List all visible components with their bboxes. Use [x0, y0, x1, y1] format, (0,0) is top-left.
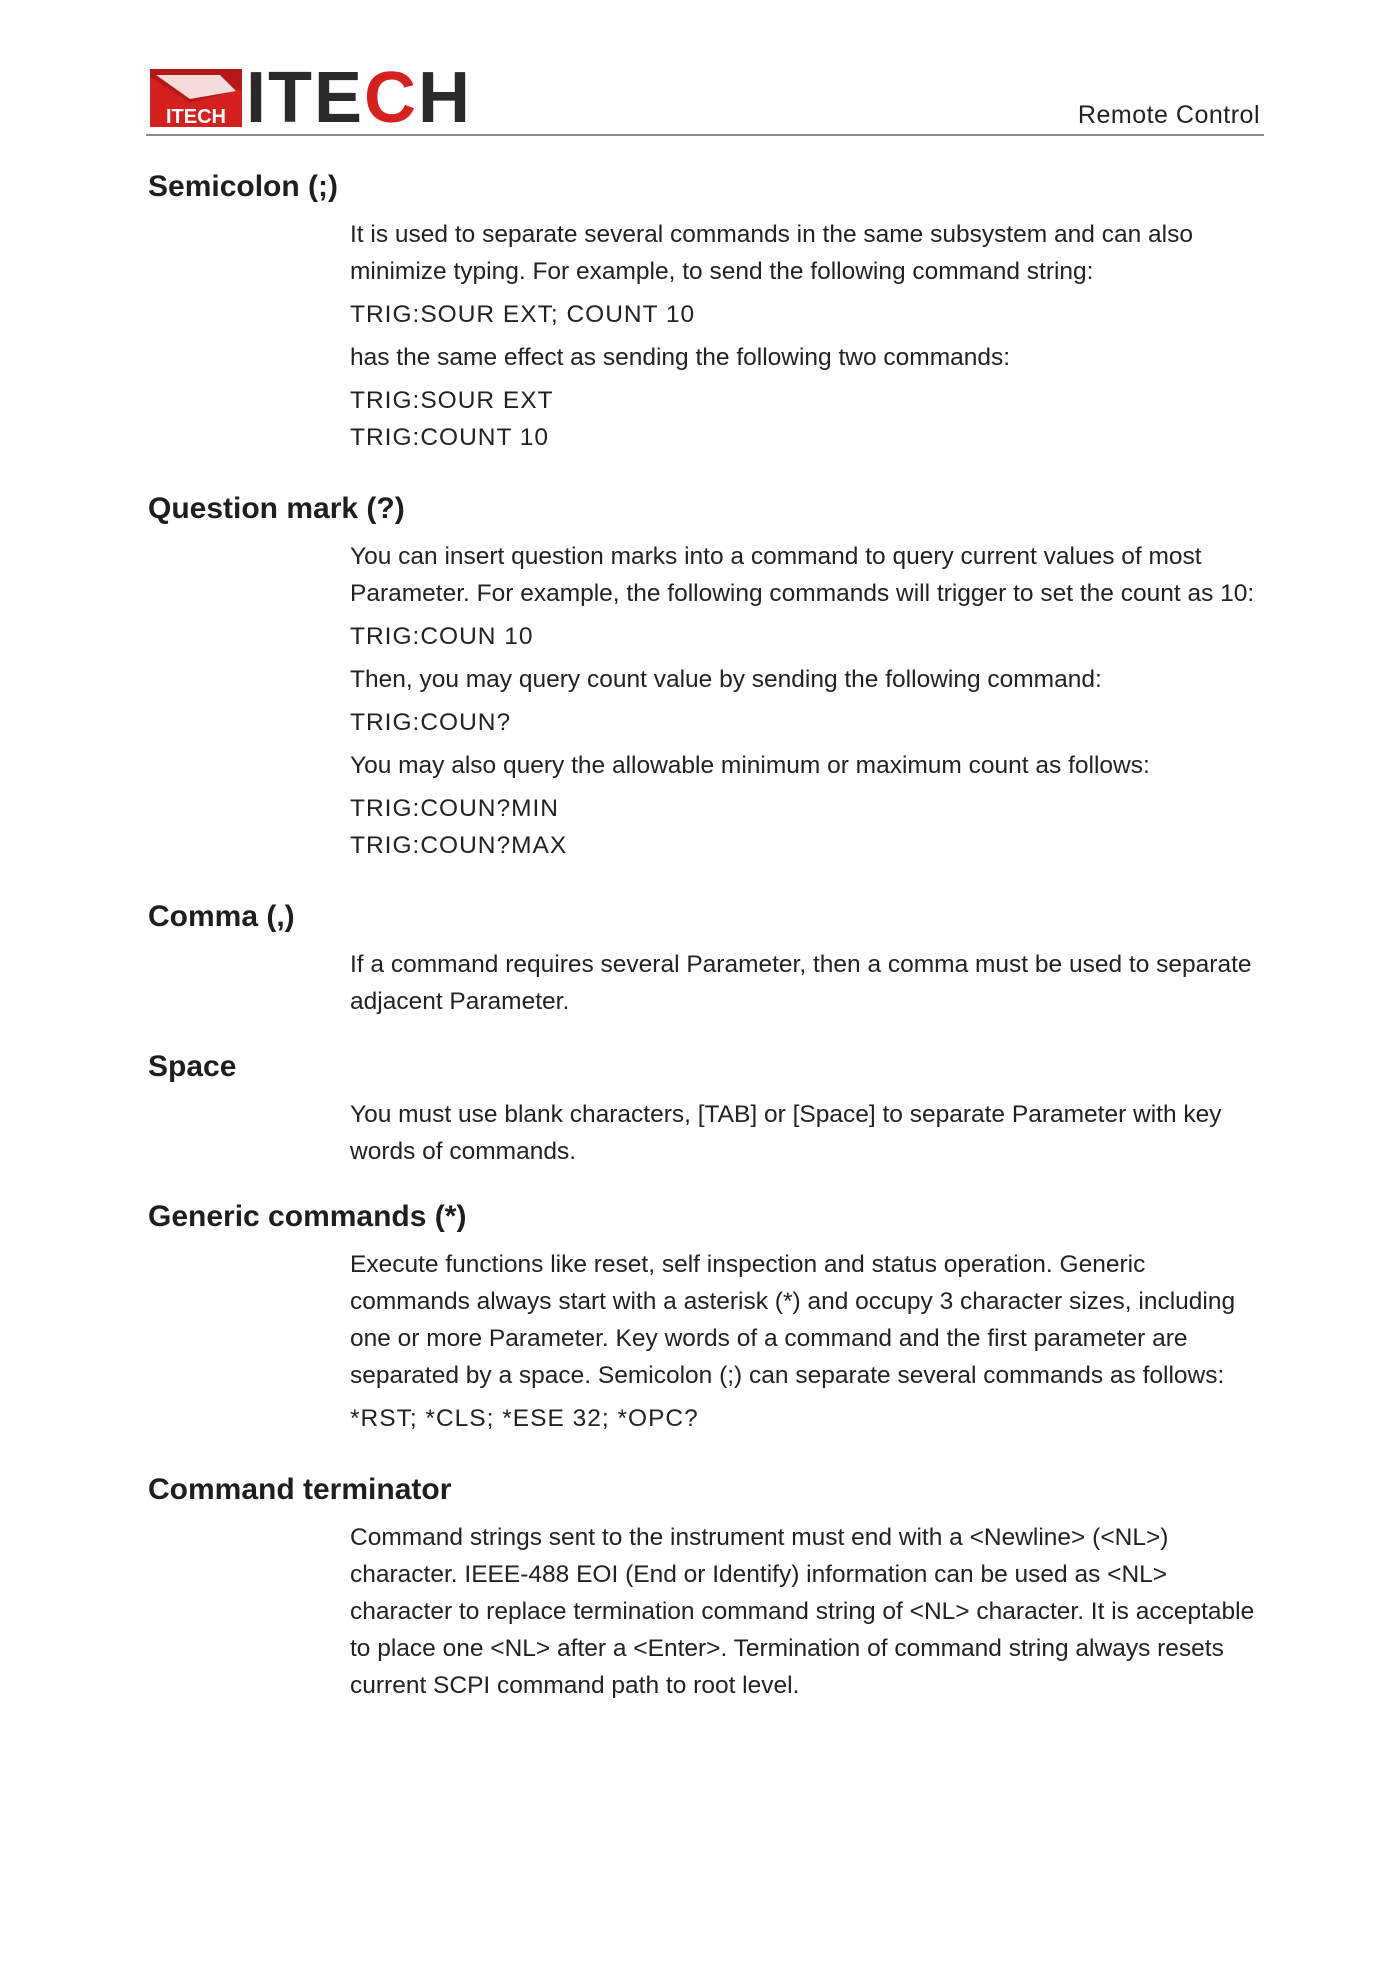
paragraph: Then, you may query count value by sending the following command:: [350, 666, 1102, 693]
command-example: TRIG:COUN?MIN: [350, 795, 559, 822]
section-heading: Comma (,): [148, 900, 295, 933]
paragraph: Command strings sent to the instrument must end with a <Newline> (<NL>) character. IEEE-488 EOI (End or Identify) information can be used as <NL> character to replace termination command string of <NL> character. It is acceptable to place one <NL> after a <Enter>. Termination of command string always resets current SCPI command path to root level.: [350, 1524, 1255, 1699]
section: [148, 166, 1264, 462]
section-label: Remote Control: [1077, 101, 1260, 129]
paragraph: You may also query the allowable minimum or maximum count as follows:: [350, 752, 1150, 779]
command-example: TRIG:COUN 10: [350, 623, 534, 650]
section: [148, 1046, 1264, 1170]
section-heading: Command terminator: [148, 1473, 452, 1506]
section-heading: Space: [148, 1050, 237, 1083]
paragraph: If a command requires several Parameter, then a comma must be used to separate adjacent Parameter.: [350, 951, 1252, 1015]
command-example: TRIG:COUN?: [350, 709, 512, 736]
section-body: [350, 1246, 1270, 1443]
section-heading: Semicolon (;): [148, 170, 339, 203]
section-body: [350, 1096, 1270, 1170]
section: [148, 488, 1264, 870]
section-body: [350, 538, 1270, 870]
section-heading: Question mark (?): [148, 492, 405, 525]
section-body: [350, 1519, 1270, 1704]
paragraph: has the same effect as sending the following two commands:: [350, 344, 1011, 371]
section-body: [350, 946, 1270, 1020]
paragraph: Execute functions like reset, self inspection and status operation. Generic commands always start with a asterisk (*) and occupy 3 character sizes, including one or more Parameter. Key words of a command and the first parameter are separated by a space. Semicolon (;) can separate several commands as follows:: [350, 1251, 1236, 1389]
section: [148, 1469, 1264, 1704]
logo-small-text: ITECH: [166, 106, 226, 127]
itech-logo: [150, 58, 473, 138]
itech-logo-mark-icon: [150, 69, 242, 127]
section-heading: Generic commands (*): [148, 1200, 467, 1233]
section-body: [350, 216, 1270, 462]
command-example: TRIG:SOUR EXT; COUNT 10: [350, 301, 696, 328]
document-body: [148, 166, 1264, 1730]
section: [148, 896, 1264, 1020]
paragraph: You can insert question marks into a command to query current values of most Parameter. For example, the following commands will trigger to set the count as 10:: [350, 543, 1255, 607]
command-example: TRIG:SOUR EXT: [350, 387, 554, 414]
page-header: [146, 58, 1264, 138]
logo-wordmark: ITECH: [246, 58, 473, 138]
paragraph: It is used to separate several commands in the same subsystem and can also minimize typing. For example, to send the following command string:: [350, 221, 1193, 285]
command-example: TRIG:COUN?MAX: [350, 832, 568, 859]
command-example: TRIG:COUNT 10: [350, 424, 550, 451]
paragraph: You must use blank characters, [TAB] or [Space] to separate Parameter with key words of commands.: [350, 1101, 1222, 1165]
command-example: *RST; *CLS; *ESE 32; *OPC?: [350, 1405, 699, 1432]
section: [148, 1196, 1264, 1443]
